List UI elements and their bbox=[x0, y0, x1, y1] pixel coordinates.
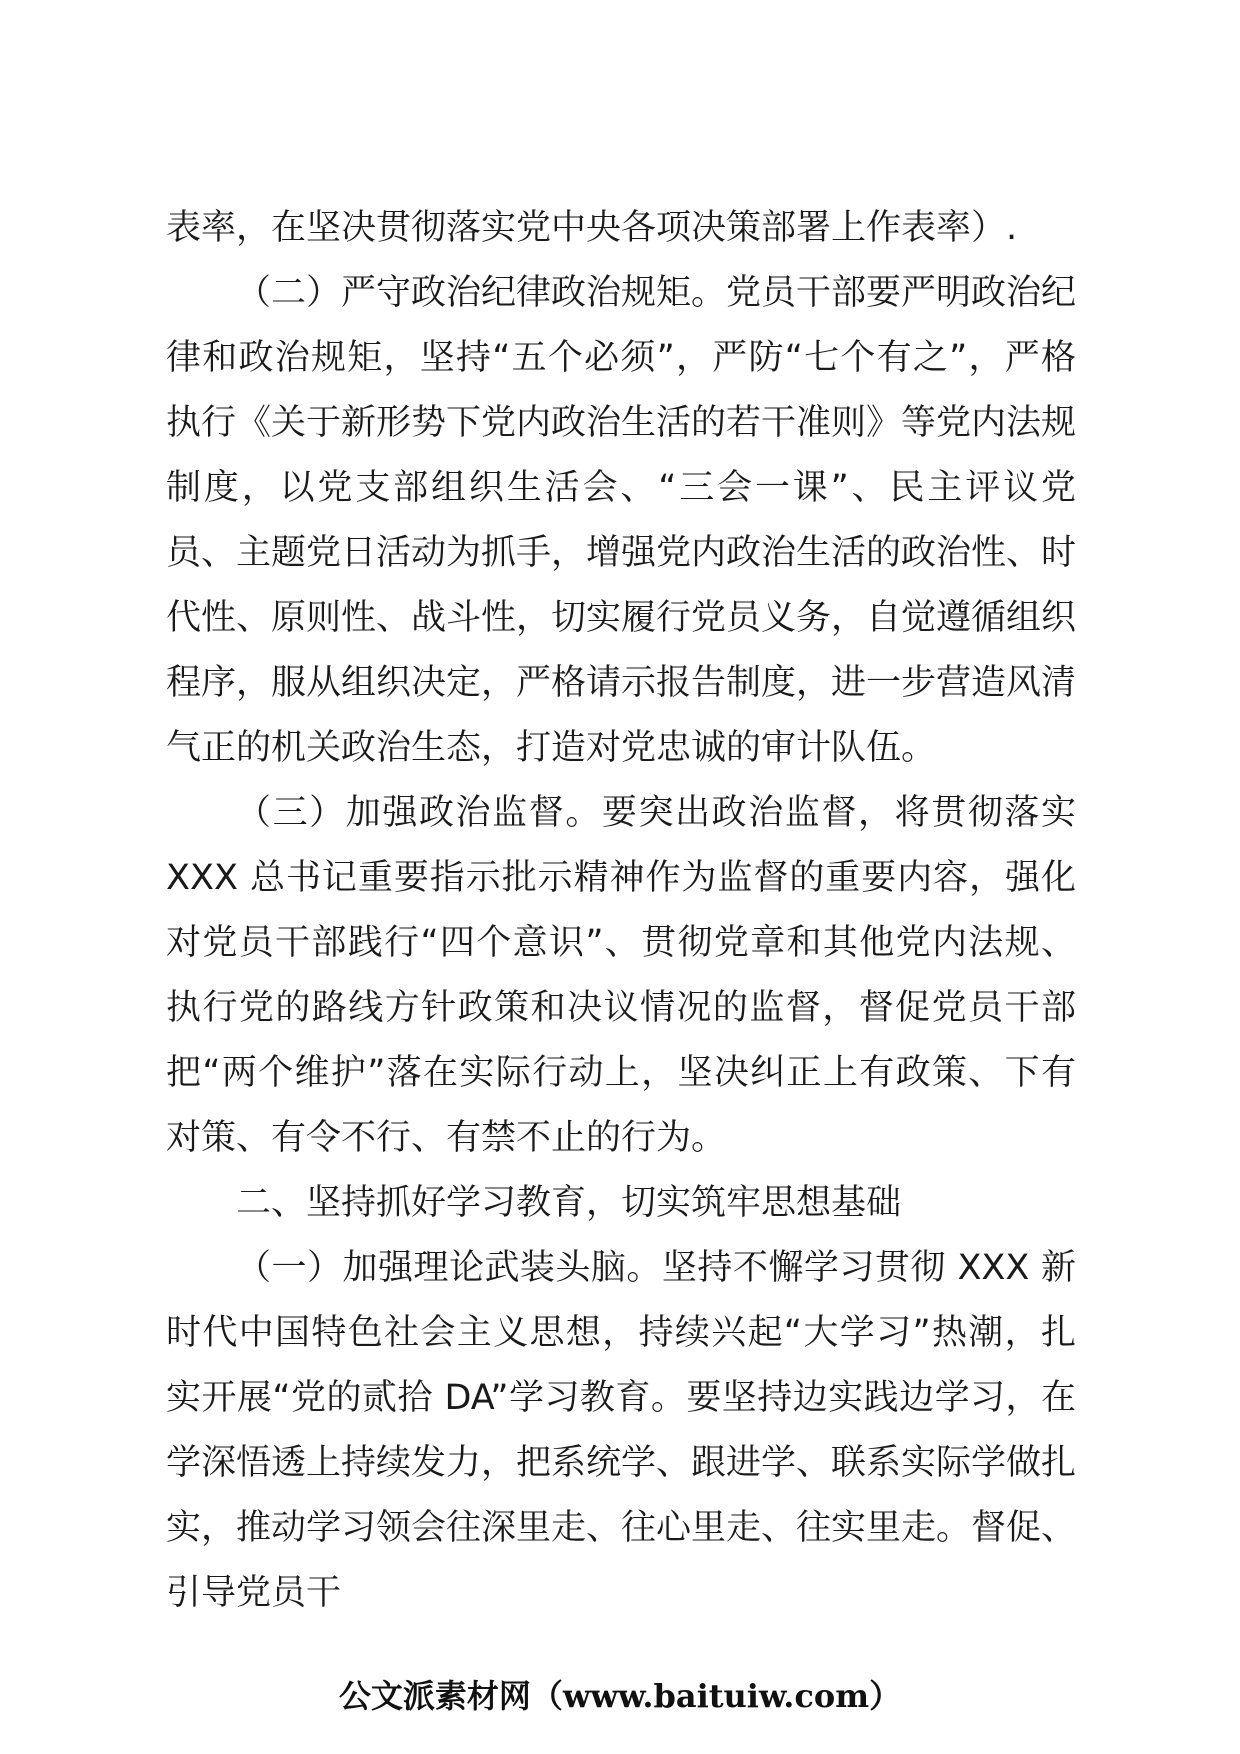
document-body bbox=[166, 196, 1076, 1626]
paragraph-political-discipline: （二）严守政治纪律政治规矩。党员干部要严明政治纪律和政治规矩，坚持“五个必须”，严防“七个有之”，严格执行《关于新形势下党内政治生活的若干准则》等党内法规制度，以党支部组织生活会、“三会一课”、民主评议党员、主题党日活动为抓手，增强党内政治生活的政治性、时代性、原则性、战斗性，切实履行党员义务，自觉遵循组织程序，服从组织决定，严格请示报告制度，进一步营造风清气正的机关政治生态，打造对党忠诚的审计队伍。 bbox=[166, 273, 1077, 768]
paragraph-political-supervision: （三）加强政治监督。要突出政治监督，将贯彻落实 XXX 总书记重要指示批示精神作为监督的重要内容，强化对党员干部践行“四个意识”、贯彻党章和其他党内法规、执行党的路线方针政策和决议情况的监督，督促党员干部把“两个维护”落在实际行动上，坚决纠正上有政策、下有对策、有令不行、有禁不止的行为。 bbox=[166, 793, 1076, 1158]
paragraph-continuation: 表率，在坚决贯彻落实党中央各项决策部署上作表率）. bbox=[166, 208, 1018, 248]
paragraph-theory-arming: （一）加强理论武装头脑。坚持不懈学习贯彻 XXX 新时代中国特色社会主义思想，持续兴起“大学习”热潮，扎实开展“党的贰拾 DA”学习教育。要坚持边实践边学习，在学深悟透上持续发力，把系统学、跟进学、联系实际学做扎实，推动学习领会往深里走、往心里走、往实里走。督促、引导党员干 bbox=[166, 1248, 1077, 1613]
section-heading-study-education: 二、坚持抓好学习教育，切实筑牢思想基础 bbox=[236, 1183, 902, 1223]
footer-watermark: 公文派素材网（www.baituiw.com） bbox=[338, 1677, 902, 1715]
